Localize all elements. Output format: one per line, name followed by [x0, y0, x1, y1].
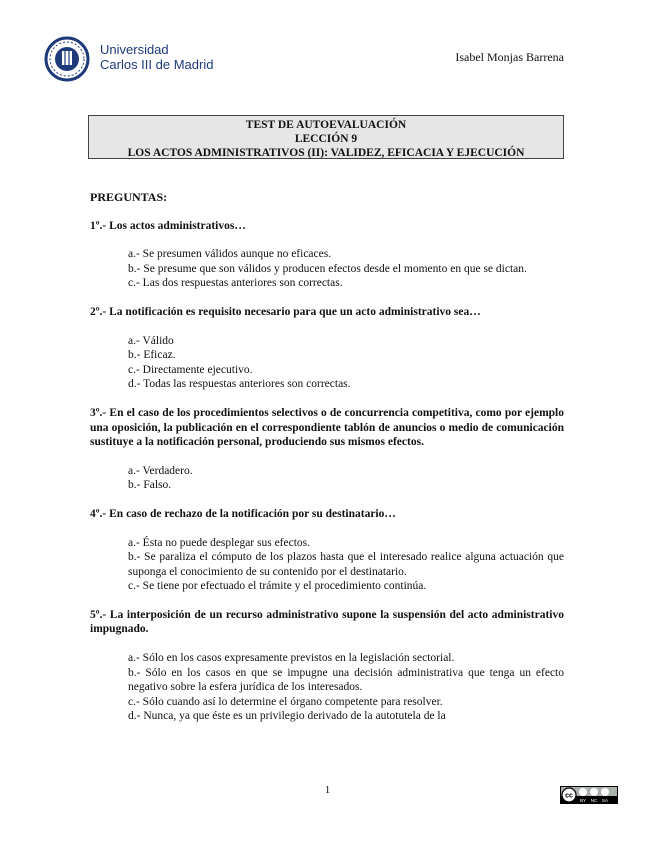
page-number: 1	[324, 784, 331, 796]
option: a.- Sólo en los casos expresamente previstos en la legislación sectorial.	[128, 652, 455, 665]
option: a.- Válido	[128, 334, 174, 347]
question-5: 5º.- La interposición de un recurso administrativo supone la suspensión del acto administrativo impugnado.	[90, 608, 564, 636]
question-4-options	[128, 536, 564, 594]
option: b.- Se paraliza el cómputo de los plazos hasta que el interesado realice alguna actuación que suponga el conocimiento de su contenido por el destinatario.	[128, 551, 564, 578]
svg-text:cc: cc	[565, 792, 573, 800]
question-1-options	[128, 247, 564, 291]
page-header	[44, 36, 564, 82]
option: c.- Se tiene por efectuado el trámite y el procedimiento continúa.	[128, 580, 427, 593]
question-1: 1º.- Los actos administrativos…	[90, 219, 246, 232]
option: b.- Falso.	[128, 479, 172, 492]
university-name	[100, 42, 213, 72]
question-5-options	[128, 651, 564, 724]
license-label-nc: NC	[590, 798, 598, 803]
license-label-sa: SA	[601, 798, 609, 803]
option: b.- Sólo en los casos en que se impugne una decisión administrativa que tenga un efecto negativo sobre la esfera jurídica de los interesados.	[128, 666, 564, 694]
title-box	[88, 115, 564, 159]
title-line-2: LECCIÓN 9	[294, 133, 358, 145]
option: d.- Nunca, ya que éste es un privilegio derivado de la autotutela de la	[128, 710, 446, 723]
option: d.- Todas las respuestas anteriores son correctas.	[128, 378, 351, 391]
nc-icon	[590, 788, 598, 796]
creative-commons-badge[interactable]	[560, 786, 618, 804]
by-icon	[579, 788, 587, 796]
option: b.- Eficaz.	[128, 349, 176, 362]
license-label-by: BY	[579, 798, 587, 803]
option: c.- Sólo cuando así lo determine el órgano competente para resolver.	[128, 695, 443, 708]
university-line-1: Universidad	[100, 42, 169, 57]
title-line-1: TEST DE AUTOEVALUACIÓN	[245, 119, 407, 131]
option: a.- Se presumen válidos aunque no eficaces.	[128, 248, 332, 261]
option: c.- Directamente ejecutivo.	[128, 363, 253, 376]
question-2-options	[128, 334, 564, 392]
university-line-2: Carlos III de Madrid	[100, 57, 214, 72]
question-2: 2º.- La notificación es requisito necesario para que un acto administrativo sea…	[90, 305, 481, 318]
questions-content	[90, 190, 564, 738]
question-3: 3º.- En el caso de los procedimientos selectivos o de concurrencia competitiva, como por ejemplo una oposición, la publicación en el correspondiente tablón de anuncios o medio de comunicación sustituye a la notificación personal, produciendo sus mismos efectos.	[90, 406, 564, 449]
option: c.- Las dos respuestas anteriores son correctas.	[128, 277, 343, 290]
university-crest-icon	[44, 36, 94, 82]
option: a.- Verdadero.	[128, 464, 193, 477]
sa-icon	[601, 788, 609, 796]
question-4: 4º.- En caso de rechazo de la notificación por su destinatario…	[90, 507, 396, 520]
question-3-options	[128, 464, 564, 493]
title-line-3: LOS ACTOS ADMINISTRATIVOS (II): VALIDEZ, EFICACIA Y EJECUCIÓN	[127, 147, 525, 159]
section-heading: PREGUNTAS:	[90, 190, 168, 204]
option: a.- Ésta no puede desplegar sus efectos.	[128, 536, 311, 549]
author-name: Isabel Monjas Barrena	[455, 50, 564, 64]
option: b.- Se presume que son válidos y producen efectos desde el momento en que se dictan.	[128, 262, 527, 275]
